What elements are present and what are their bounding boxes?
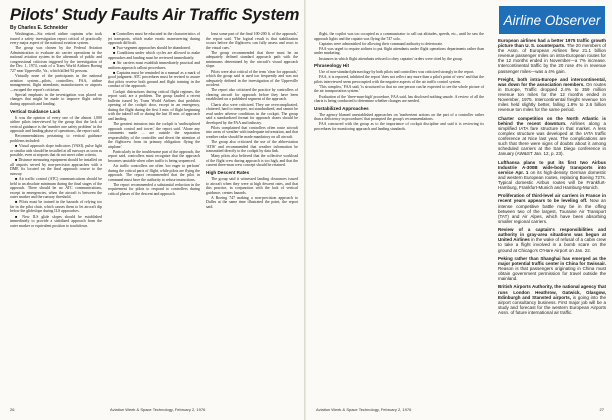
article-paragraph: A Boeing 747 making a non-precision approach to Dulles at the same time illustrated the point, the report said.: [206, 195, 298, 209]
article-paragraph: Pilots complained that controllers often route aircraft into areas of weather with inadequate information, and that weather radar should be made mandatory on all aircraft.: [206, 125, 298, 139]
page-number-left: 26: [10, 407, 15, 412]
observer-item-lead: Charter competition on the North Atlantic is behind the recent downturn.: [498, 115, 606, 126]
observer-item-lead: Freight, both intra-Europe and intercontinental, was down for the association members.: [498, 76, 606, 87]
article-paragraph: Captains were admonished for allowing their command authority to deteriorate.: [319, 41, 444, 46]
article-paragraph: Virtually none of the participants in the national aviation system—pilots, controllers, FAA, airline management, flight attendants, manufacturers or airports—escaped the report's criticism.: [10, 74, 102, 92]
article-paragraph: Particularly in the troublesome part of the approach, the report said, controllers must recognize that the approach becomes unstable when other traffic is being sequenced.: [108, 149, 200, 163]
article-column-1: [10, 32, 102, 404]
observer-item-lead: Proliferation of third-level air carriers in France in recent years appears to be leveling off.: [498, 193, 606, 204]
article-paragraph: ■ Distance measuring equipment should be installed on all airports served by non-precision approaches with a DME fix located on the final approach course to the runway.: [10, 158, 102, 176]
magazine-folio-left: Aviation Week & Space Technology, February 2, 1976: [110, 407, 206, 412]
observer-item: [498, 116, 606, 157]
article-columns: [10, 32, 298, 404]
article-paragraph: ■ Two-segment approaches should be abandoned.: [113, 46, 191, 51]
article-paragraph: ■ Air carriers must establish immediately practical and uniform approach callout procedures.: [108, 61, 200, 70]
airline-observer-banner: Airline Observer: [499, 6, 605, 34]
article-paragraph: The report recommended a substantial reduction in the requirement for pilots to respond to controllers during critical phases of the descent and approach.: [108, 182, 200, 196]
article-byline: By Charles E. Schneider: [10, 25, 68, 31]
article-paragraph: ■ Air traffic control (ATC) communications should be held to an absolute minimum during the final stages of the approach. There should be no ATC communications, except in emergencies, when the aircraft is between the outer marker and the runway threshold.: [10, 177, 102, 200]
article-paragraph: Recommendations pertaining to vertical guidance problems included:: [10, 134, 102, 143]
article-paragraph: Air traffic controllers are often 'too eager to perform' during the critical parts of flight, while pilots are flying the approach. The report recommended that the pilot in command must have the authority to refuse instructions.: [108, 164, 200, 182]
article-paragraph: FAA, it is reported, inhibited the report 'does not reflect any more than a pilot's point of view' and that the pilots interviewed seem preoccupied with the negative aspects of the air traffic control system.: [314, 75, 484, 84]
section-subhead: Unstabilized Approaches: [314, 105, 369, 111]
observer-item: [498, 284, 606, 315]
article-paragraph: The group recommended that there must be an adequately defined standard approach path with the minimums determined by the aircraft's visual approach slope.: [206, 50, 298, 69]
article-paragraph: The agency blamed unestablished approaches on 'inadvertent actions on the part of a controller rather than a deficiency in procedures' that prompted the group's recommendations.: [314, 112, 484, 122]
observer-item-body: on its high-density German domestic and western European routes, replacing Boeing 727s. Typical domestic Airbus routes will be Frankfurt-Hamburg, Frankfurt-Munich and Hamburg-Munich.: [498, 169, 606, 191]
magazine-folio-right: Aviation Week & Space Technology, February 2, 1976: [316, 407, 412, 412]
section-subhead: Vertical Guidance Lack: [10, 108, 61, 114]
article-paragraph: The report also criticized the practice by controllers of clearing aircraft for approach before they have been established on a published segment of the approach.: [206, 88, 298, 102]
observer-item: [498, 193, 606, 224]
article-paragraph: ■ Pilots must be trained in the hazards of relying too far in the pilot chair, which causes them to let aircraft dip below the glideslope during ILS approaches.: [10, 200, 102, 214]
article-paragraph: Many pilots also believed that the collective workload of the flight crew during approach is too high, and that the current three-man crew concept should be retained.: [206, 154, 298, 168]
article-paragraph: Cockpit distractions during critical flight regimes, the report said, are a problem. The group lauded a recent bulletin issued by Trans World Airlines that prohibits opening of the cockpit door, except in an emergency, during the flight during the first 3 min. of flight beginning with the takeoff roll or during the last 10 min. of approach and landing.: [108, 89, 200, 121]
article-paragraph: ■ Captains must be reminded in a manual as a mark of good judgment. ATC procedures must be revised to assure that pilots receive both ground and flight training in the conduct of the approach.: [108, 70, 200, 89]
observer-item: [498, 256, 606, 281]
article-paragraph: Special emphasis in the investigation was placed on changes that might be made to improve flight safety during approach and landing.: [10, 92, 102, 106]
article-column-2: [108, 32, 200, 404]
article-paragraph: Instances in which flight attendants refused to obey captains' orders were cited by the group.: [319, 56, 463, 61]
section-subhead: Phraseology Hit: [314, 63, 349, 69]
observer-item-body: in the wake of refusal of a cabin crew to take a flight involved in a bomb scare on the ground at Chicago's O'Hare Airport on Jan. 22.: [498, 237, 606, 253]
article-paragraph: Use of non-standard phraseology by both pilots and controllers was criticized strongly in the report.: [319, 70, 475, 75]
article-paragraph: The group said it witnessed landing clearances issued to aircraft when they were at high descent rates, and that this practice, in conjunction with the lack of vertical guidance, creates hazards.: [206, 177, 298, 195]
observer-item: [498, 160, 606, 191]
article-headline: Pilots' Study Faults Air Traffic System: [10, 6, 300, 24]
observer-item-body: The 20 members of the Assn. of European Airlines flew 21.1 billion revenue passenger miles on intra-European routes for the 12 months ended in November—a 7% increase. Intercontinental traffic by the 20 rose 4% in revenue passenger miles—was a 4% gain.: [498, 43, 606, 74]
observer-item-lead: Peking rather than Shanghai has emerged as the major potential traffic center in China for Swissair.: [498, 255, 606, 266]
article-paragraph: The group was chosen by the Federal Aviation Administration to evaluate air carrier operations in the national aviation system in the aftermath of public and congressional criticism triggered by the investigation of the Dec. 1, 1974, crash of a Trans World Airlines Boeing 727 near Upperville, Va., which killed 92 persons.: [10, 46, 102, 73]
observer-item: [498, 77, 606, 113]
article-column-3: [206, 32, 298, 404]
observer-item-body: Now an intense competitive battle may be in the offing between two of the largest, Touraine Air Transport (TAT) and Air Alpes, which have been absorbing smaller regional carriers.: [498, 198, 606, 224]
article-paragraph: It was the opinion of every one of the almost 1,000 airline pilots interviewed by the group that the lack of vertical guidance is the 'number one safety problem' in the approach and landing phase of operations, the report said.: [10, 115, 102, 134]
article-paragraph: Charts also were criticized. They are overcomplicated, cluttered, hard to interpret, not standardized, and cannot be read under adverse conditions in the cockpit. The group said a standardized format for approach charts should be developed by the FAA and industry.: [206, 102, 298, 125]
observer-item-body: is going into the airport consultancy business. First major job will be a study and forecast for the western European Airports Assn. of future international air traffic.: [498, 294, 606, 315]
article-paragraph: 'This complex,' FAA said, 'is structured so that no one person can be expected to see the whole picture of the air transportation system.': [314, 84, 484, 94]
observer-item-lead: Review of a captain's responsibilities and authority in gray-area situations was begun at United Airlines: [498, 227, 606, 243]
right-page: [306, 0, 612, 420]
article-paragraph: FAA was urged to require airlines to put flight attendants under flight operations departments rather than under marketing.: [314, 46, 484, 56]
article-paragraph: Washington—Six retired airline captains who took issued a safety investigation report critical of practically every major aspect of the national aviation system.: [10, 32, 102, 46]
airline-observer-column: [498, 38, 606, 402]
section-subhead: High Descent Rates: [206, 170, 250, 176]
observer-item: [498, 227, 606, 252]
article-paragraph: ■ Visual approach slope indicators (VASI), pulse light or similar aids should be installed at all runways as soon as possible, even at airports that do not meet other criteria.: [10, 144, 102, 158]
page-number-right: 27: [599, 407, 604, 412]
article-paragraph: ■ Conditions under which cycles are allowed to make approaches and landing must be reviewed immediately.: [108, 51, 200, 60]
observer-item: [498, 38, 606, 74]
observer-item-body: On routes in Europe, Traffic dropped 2.4% to 359 million revenue ton miles for the 12 months ended in November, 1975. Intercontinental freight revenue ton miles held slightly better, falling 1.8% to 2.6 billion revenue ton miles for the same period.: [498, 81, 606, 113]
observer-item-lead: Lufthansa plans to put its first two Airbus Industrie A-300B wide-body transports into service Apr. 1: [498, 159, 606, 175]
article-paragraph: ■ New ILS glide slopes should be established immediately to provide a stabilized approach from the outer marker or equivalent position to touchdown.: [10, 214, 102, 228]
article-paragraph: least some part of the final 100-200 ft. of the approach,' the report said. 'The logical result is that stabilization occurs before the flightcrew can fully assess and react to the visual cues.': [206, 32, 298, 50]
article-paragraph: flight, the copilot was too occupied as a communicator to call out altitudes, speeds, etc., until he saw the approach lights and the captain was flying the 747 solo.: [314, 32, 484, 41]
article-paragraph: Pilots were also critical of the term 'clear for approach,' which the group said is used too frequently and was not adequately defined in the investigation of the Upperville accident.: [206, 69, 298, 88]
article-paragraph: FAA concurred with the group as to the importance of cockpit discipline and said it is reviewing its procedures for monitoring approach and landing standards.: [314, 122, 484, 131]
article-paragraph: The greatest intrusion into the cockpit is 'undisciplined approach control and tower,' the report said. 'Alone any comments made ... are outside the separation responsibility of the controller and divert the attention of the flightcrew from its primary obligation: flying the airplane.': [108, 121, 200, 149]
observer-item-body: Airlines along a simplified IATA fare structure in that market. A less complex structure was developed at the IATA traffic conference at Nice last year. The complications are such that there were signs of doubts about it among scheduled carriers at the San Diego conference in January (AW&ST Jan. 12, p. 23).: [498, 120, 606, 157]
article-paragraph: Evaluation of the 'three-man-high' procedure, FAA said, has disclosed nothing unsafe. A review of all the charts is being conducted to determine whether changes are needed.: [314, 94, 484, 104]
observer-item-body: Reason is that passengers originating in China must obtain government permission for travel outside the mainland.: [498, 265, 606, 282]
observer-item-lead: European airlines had a better 1975 traffic growth picture than U. S. counterparts.: [498, 38, 606, 49]
article-continued-columns: [314, 32, 484, 404]
article-paragraph: The group also criticized the use of the abbreviation 'ATIS' and recommended that weather information be transmitted directly to the cockpit by data link.: [206, 140, 298, 154]
article-column-4: [314, 32, 484, 404]
article-paragraph: ■ Controllers must be educated in the characteristics of jet transports, which make erratic maneuvering during approach difficult.: [108, 32, 200, 46]
observer-item-lead: British Airports Authority, the national agency that runs London Heathrow, Gatwick, Glasgow, Edinburgh and Stansted airports,: [498, 284, 606, 300]
